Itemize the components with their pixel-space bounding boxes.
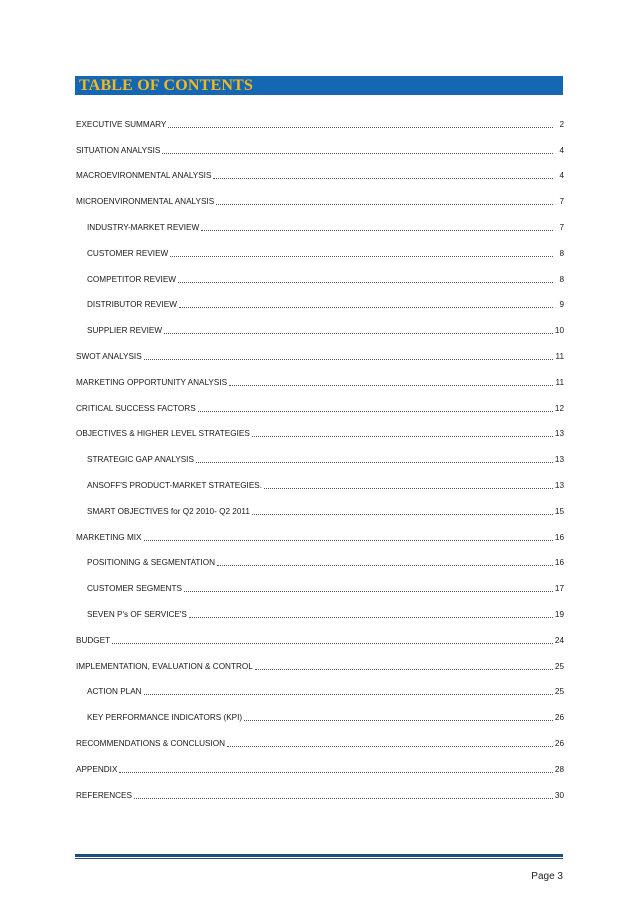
toc-leader-dots: [252, 513, 553, 515]
toc-entry-label: SEVEN P's OF SERVICE'S: [87, 609, 187, 619]
toc-entry-label: RECOMMENDATIONS & CONCLUSION: [76, 738, 226, 748]
toc-leader-dots: [162, 152, 553, 154]
toc-entry-label: SWOT ANALYSIS: [76, 351, 142, 361]
toc-entry-label: CRITICAL SUCCESS FACTORS: [76, 403, 196, 413]
toc-entry[interactable]: [76, 775, 564, 801]
toc-entry-page: 10: [554, 326, 564, 336]
toc-entry[interactable]: [76, 156, 564, 182]
toc-entry-page: 26: [554, 713, 564, 723]
toc-entry[interactable]: [76, 130, 564, 156]
toc-entry-page: 28: [554, 764, 564, 774]
toc-entry-label: IMPLEMENTATION, EVALUATION & CONTROL: [76, 661, 253, 671]
toc-entry-page: 26: [554, 738, 564, 748]
toc-leader-dots: [178, 281, 553, 283]
toc-leader-dots: [144, 693, 553, 695]
toc-leader-dots: [229, 384, 553, 386]
toc-entry-label: MARKETING MIX: [76, 532, 142, 542]
toc-entry[interactable]: [76, 285, 564, 311]
toc-entry[interactable]: [76, 491, 564, 517]
toc-entry-label: SUPPLIER REVIEW: [87, 326, 163, 336]
toc-entry[interactable]: [76, 646, 564, 672]
toc-leader-dots: [170, 255, 553, 257]
toc-entry[interactable]: [76, 672, 564, 698]
toc-entry[interactable]: [76, 181, 564, 207]
toc-entry-label: APPENDIX: [76, 764, 118, 774]
toc-entry-page: 2: [559, 119, 564, 129]
toc-entry-label: ANSOFF'S PRODUCT-MARKET STRATEGIES.: [87, 480, 263, 490]
toc-entry[interactable]: [76, 388, 564, 414]
toc-leader-dots: [216, 203, 553, 205]
toc-leader-dots: [217, 564, 553, 566]
toc-title: TABLE OF CONTENTS: [79, 77, 254, 94]
toc-entry-page: 24: [554, 635, 564, 645]
toc-entry-label: EXECUTIVE SUMMARY: [76, 119, 167, 129]
toc-entry-label: MACROEVIRONMENTAL ANALYSIS: [76, 171, 212, 181]
toc-entry-label: MICROENVIRONMENTAL ANALYSIS: [76, 197, 215, 207]
toc-leader-dots: [196, 461, 553, 463]
toc-entry-page: 9: [559, 300, 564, 310]
toc-entry-page: 13: [554, 429, 564, 439]
toc-entry-label: OBJECTIVES & HIGHER LEVEL STRATEGIES: [76, 429, 250, 439]
toc-leader-dots: [119, 771, 552, 773]
toc-entry-label: REFERENCES: [76, 790, 132, 800]
toc-entry-page: 19: [554, 609, 564, 619]
toc-entry-label: SMART OBJECTIVES for Q2 2010- Q2 2011: [87, 506, 250, 516]
toc-title-banner: [75, 76, 563, 95]
toc-entry-page: 30: [554, 790, 564, 800]
toc-leader-dots: [134, 797, 553, 799]
toc-entry[interactable]: [76, 104, 564, 130]
toc-leader-dots: [255, 668, 553, 670]
toc-leader-dots: [189, 616, 553, 618]
toc-leader-dots: [164, 332, 553, 334]
toc-entry-page: 8: [559, 248, 564, 258]
toc-entry-label: CUSTOMER SEGMENTS: [87, 584, 182, 594]
toc-leader-dots: [112, 642, 553, 644]
toc-entry[interactable]: [76, 749, 564, 775]
toc-leader-dots: [213, 177, 553, 179]
toc-entry-label: POSITIONING & SEGMENTATION: [87, 558, 215, 568]
toc-entry[interactable]: [76, 310, 564, 336]
toc-entry-page: 13: [554, 455, 564, 465]
toc-leader-dots: [198, 410, 553, 412]
toc-entry-label: SITUATION ANALYSIS: [76, 145, 161, 155]
toc-entry[interactable]: [76, 620, 564, 646]
toc-entry-page: 12: [554, 403, 564, 413]
toc-entry-page: 4: [559, 145, 564, 155]
toc-entry[interactable]: [76, 543, 564, 569]
footer-rule-thin: [75, 858, 563, 859]
toc-entry[interactable]: [76, 465, 564, 491]
toc-entry-label: CUSTOMER REVIEW: [87, 248, 169, 258]
toc-leader-dots: [264, 487, 553, 489]
toc-entry-page: 4: [559, 171, 564, 181]
toc-entry-label: INDUSTRY-MARKET REVIEW: [87, 222, 200, 232]
toc-leader-dots: [144, 358, 553, 360]
page-number: Page 3: [531, 871, 563, 882]
toc-entry-label: BUDGET: [76, 635, 111, 645]
toc-entry-page: 15: [554, 506, 564, 516]
toc-entry[interactable]: [76, 233, 564, 259]
toc-leader-dots: [244, 719, 553, 721]
toc-entry-page: 16: [554, 532, 564, 542]
toc-leader-dots: [179, 306, 553, 308]
toc-leader-dots: [201, 229, 553, 231]
toc-entry-label: KEY PERFORMANCE INDICATORS (KPI): [87, 713, 243, 723]
toc-entry-page: 16: [554, 558, 564, 568]
toc-entry[interactable]: [76, 207, 564, 233]
toc-entry-page: 25: [554, 661, 564, 671]
toc-list: [76, 104, 564, 801]
toc-entry[interactable]: [76, 697, 564, 723]
toc-entry[interactable]: [76, 568, 564, 594]
toc-entry[interactable]: [76, 362, 564, 388]
toc-leader-dots: [144, 539, 553, 541]
toc-leader-dots: [227, 745, 553, 747]
toc-entry-label: COMPETITOR REVIEW: [87, 274, 177, 284]
toc-entry[interactable]: [76, 439, 564, 465]
toc-entry-label: STRATEGIC GAP ANALYSIS: [87, 455, 194, 465]
footer-rule: [75, 854, 563, 857]
toc-entry-page: 11: [555, 377, 564, 387]
toc-entry-page: 13: [554, 480, 564, 490]
toc-entry-page: 8: [559, 274, 564, 284]
toc-entry-page: 17: [554, 584, 564, 594]
toc-entry-page: 11: [555, 351, 564, 361]
toc-entry-page: 7: [559, 197, 564, 207]
toc-entry[interactable]: [76, 723, 564, 749]
toc-entry[interactable]: [76, 259, 564, 285]
toc-entry-page: 25: [554, 687, 564, 697]
toc-entry-label: MARKETING OPPORTUNITY ANALYSIS: [76, 377, 228, 387]
toc-entry-page: 7: [559, 222, 564, 232]
toc-entry[interactable]: [76, 517, 564, 543]
toc-entry-label: ACTION PLAN: [87, 687, 142, 697]
toc-leader-dots: [252, 435, 553, 437]
toc-leader-dots: [184, 590, 553, 592]
toc-entry[interactable]: [76, 594, 564, 620]
toc-entry[interactable]: [76, 336, 564, 362]
toc-leader-dots: [168, 126, 553, 128]
toc-entry[interactable]: [76, 414, 564, 440]
toc-entry-label: DISTRIBUTOR REVIEW: [87, 300, 177, 310]
